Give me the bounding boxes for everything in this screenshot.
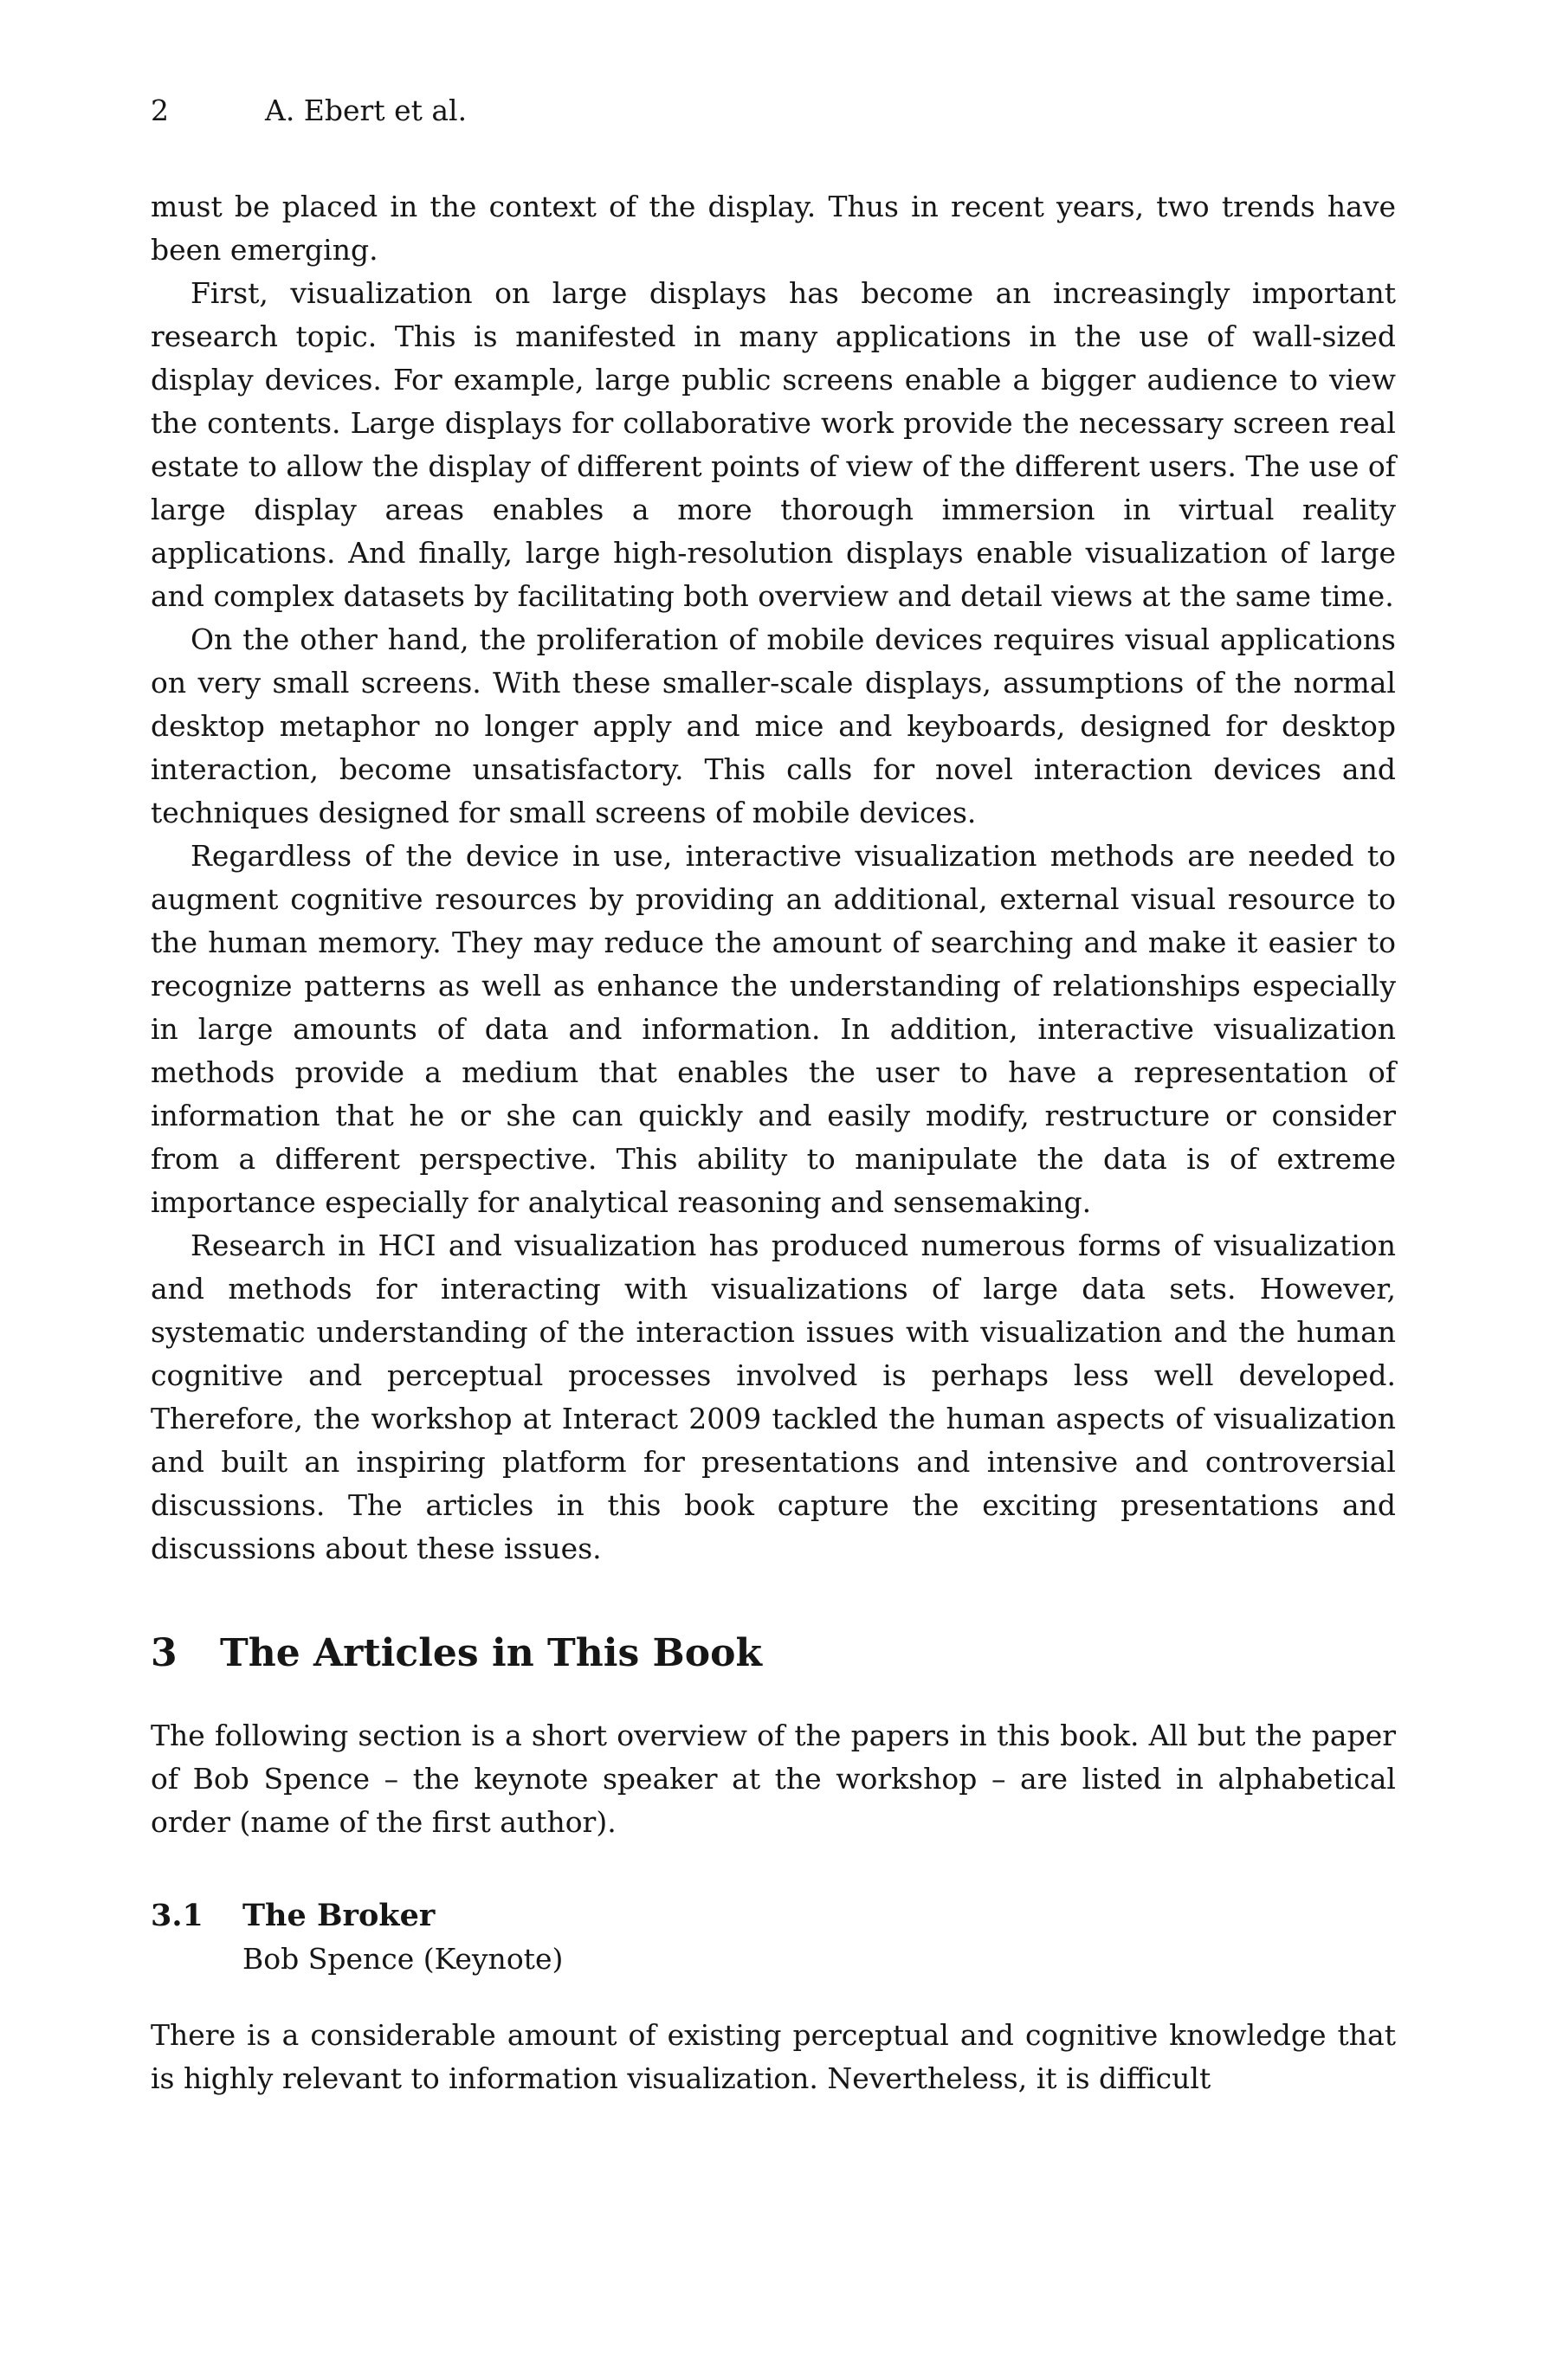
subsection-title: The Broker [242,1898,436,1933]
running-head-authors: A. Ebert et al. [265,94,468,127]
paragraph: On the other hand, the proliferation of mobile devices requires visual applications on very small screens. With these smaller-scale displays, assumptions of the normal desktop metaphor no longer apply and mice and keyboards, designed for desktop interaction, become unsatisfactory. This calls for novel interaction devices and techniques designed for small screens of mobile devices. [151,622,1396,829]
paragraph: Research in HCI and visualization has produced numerous forms of visualization and methods for interacting with visualizations of large data sets. However, systematic understanding of the interaction issues with visualization and the human cognitive and perceptual processes involved is perhaps less well developed. Therefore, the workshop at Interact 2009 tackled the human aspects of visualization and built an inspiring platform for presentations and intensive and controversial discussions. The articles in this book capture the exciting presentations and discussions about these issues. [151,1229,1396,1565]
subsection-number: 3.1 [151,1898,203,1933]
subsection-author: Bob Spence (Keynote) [242,1942,564,1976]
subsection-paragraph: There is a considerable amount of existing perceptual and cognitive knowledge that is highly relevant to information visualization. Nevertheless, it is difficult [151,2018,1396,2095]
section-intro: The following section is a short overview of the papers in this book. All but the paper of Bob Spence – the keynote speaker at the workshop – are listed in alphabetical order (name of the first author). [151,1719,1396,1839]
section-number: 3 [151,1631,178,1675]
body-text [151,185,1396,2100]
paragraph: must be placed in the context of the display. Thus in recent years, two trends have been emerging. [151,190,1396,267]
paragraph: First, visualization on large displays has become an increasingly important research topic. This is manifested in many applications in the use of wall-sized display devices. For example, large public screens enable a bigger audience to view the contents. Large displays for collaborative work provide the necessary screen real estate to allow the display of different points of view of the different users. The use of large display areas enables a more thorough immersion in virtual reality applications. And finally, large high-resolution displays enable visualization of large and complex datasets by facilitating both overview and detail views at the same time. [151,276,1396,613]
section-title: The Articles in This Book [220,1631,762,1675]
subsection-title-line [151,1894,1396,1938]
page-number: 2 [151,94,169,127]
paragraph: Regardless of the device in use, interactive visualization methods are needed to augment cognitive resources by providing an additional, external visual resource to the human memory. They may reduce the amount of searching and make it easier to recognize patterns as well as enhance the understanding of relationships especially in large amounts of data and information. In addition, interactive visualization methods provide a medium that enables the user to have a representation of information that he or she can quickly and easily modify, restructure or consider from a different perspective. This ability to manipulate the data is of extreme importance especially for analytical reasoning and sensemaking. [151,839,1396,1219]
subsection-heading [151,1894,1396,1981]
section-heading [151,1629,1396,1678]
